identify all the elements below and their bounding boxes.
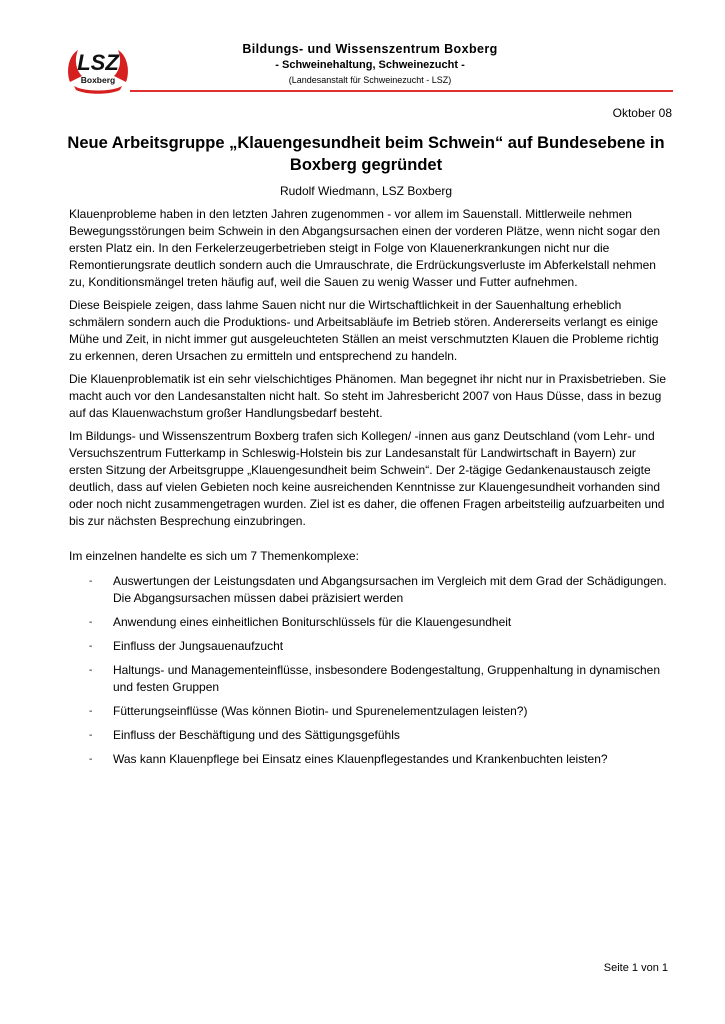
bullet-dash: - [89,576,93,587]
list-item [69,662,670,696]
document-body [69,206,670,775]
institution-name: (Landesanstalt für Schweinezucht - LSZ) [288,75,452,85]
document-title: Neue Arbeitsgruppe „Klauengesundheit beim Schwein“ auf Bundesebene in Boxberg gegründet [67,134,665,174]
list-intro: Im einzelnen handelte es sich um 7 Themenkomplexe: [69,549,359,563]
document-date: Oktober 08 [612,106,672,120]
bullet-dash: - [89,617,93,628]
list-item-text: Haltungs- und Managementeinflüsse, insbesondere Bodengestaltung, Gruppenhaltung in dynamischen und festen Gruppen [113,663,661,694]
document-author: Rudolf Wiedmann, LSZ Boxberg [279,184,453,198]
list-item [69,573,670,607]
bullet-dash: - [89,641,93,652]
list-item [69,727,670,744]
paragraph: Im Bildungs- und Wissenszentrum Boxberg trafen sich Kollegen/ -innen aus ganz Deutschland (vom Lehr- und Versuchszentrum Futterkamp in Schleswig-Holstein bis zur Landesanstalt für Landwirtschaft in Bayern) zur ersten Sitzung der Arbeitsgruppe „Klauengesundheit beim Schwein“. Der 2-tägige Gedankenaustausch zeigte deutlich, dass auf vielen Gebieten noch keine ausreichenden Kenntnisse zur Klauengesundheit vorhanden sind oder noch nicht zusammengetragen wurden. Ziel ist es daher, die offenen Fragen arbeitsteilig aufzuarbeiten und bis zur nächsten Besprechung einzubringen. [69,429,665,528]
bullet-dash: - [89,730,93,741]
bullet-dash: - [89,706,93,717]
list-item [69,614,670,631]
list-item-text: Einfluss der Beschäftigung und des Sättigungsgefühls [113,728,400,742]
svg-text:LSZ: LSZ [77,50,119,75]
list-item [69,703,670,720]
list-item [69,751,670,768]
list-item-text: Anwendung eines einheitlichen Boniturschlüssels für die Klauengesundheit [113,615,512,629]
svg-text:Boxberg: Boxberg [80,75,116,85]
paragraph: Die Klauenproblematik ist ein sehr vielschichtiges Phänomen. Man begegnet ihr nicht nur in Praxisbetrieben. Sie macht auch vor den Landesanstalten nicht halt. So steht im Jahresbericht 2007 von Haus Düsse, dass in bezug auf das Klauenwachstum großer Handlungsbedarf besteht. [69,372,666,420]
list-item-text: Einfluss der Jungsauenaufzucht [113,639,284,653]
list-item-text: Was kann Klauenpflege bei Einsatz eines Klauenpflegestandes und Krankenbuchten leisten? [113,752,608,766]
institution-title: Bildungs- und Wissenszentrum Boxberg [242,42,498,56]
header-divider [130,90,673,92]
list-item [69,638,670,655]
paragraph: Klauenprobleme haben in den letzten Jahren zugenommen - vor allem im Sauenstall. Mittlerweile nehmen Bewegungsstörungen beim Schwein in den Abgangsursachen einen der vorderen Plätze, wenn nicht sogar den ersten Platz ein. In den Ferkelerzeugerbetrieben steigt in Folge von Klauenerkrankungen nicht nur die Remontierungsrate deutlich sondern auch die Umrauschrate, die Erdrückungsverluste im Abferkelstall nehmen zu, Konditionsmängel treten häufig auf, weil die Sauen zu wenig Wasser und Futter aufnehmen. [69,207,661,289]
bullet-dash: - [89,665,93,676]
list-item-text: Fütterungseinflüsse (Was können Biotin- und Spurenelementzulagen leisten?) [113,704,528,718]
list-item-text: Auswertungen der Leistungsdaten und Abgangsursachen im Vergleich mit dem Grad der Schädigungen. Die Abgangsursachen müssen dabei präzisiert werden [113,574,667,605]
institution-subtitle: - Schweinehaltung, Schweinezucht - [275,59,465,71]
page-number: Seite 1 von 1 [603,962,668,974]
lsz-logo [64,42,132,94]
topic-list [69,573,670,768]
paragraph: Diese Beispiele zeigen, dass lahme Sauen nicht nur die Wirtschaftlichkeit in der Sauenhaltung erheblich schmälern sondern auch die Produktions- und Arbeitsabläufe im Betrieb stören. Andererseits verlangt es einige Mühe und Zeit, in nicht immer gut ausgeleuchteten Ställen an meist verschmutzten Klauen die Probleme richtig zu erkennen, deren Ursachen zu ermitteln und entsprechend zu handeln. [69,298,659,363]
bullet-dash: - [89,754,93,765]
